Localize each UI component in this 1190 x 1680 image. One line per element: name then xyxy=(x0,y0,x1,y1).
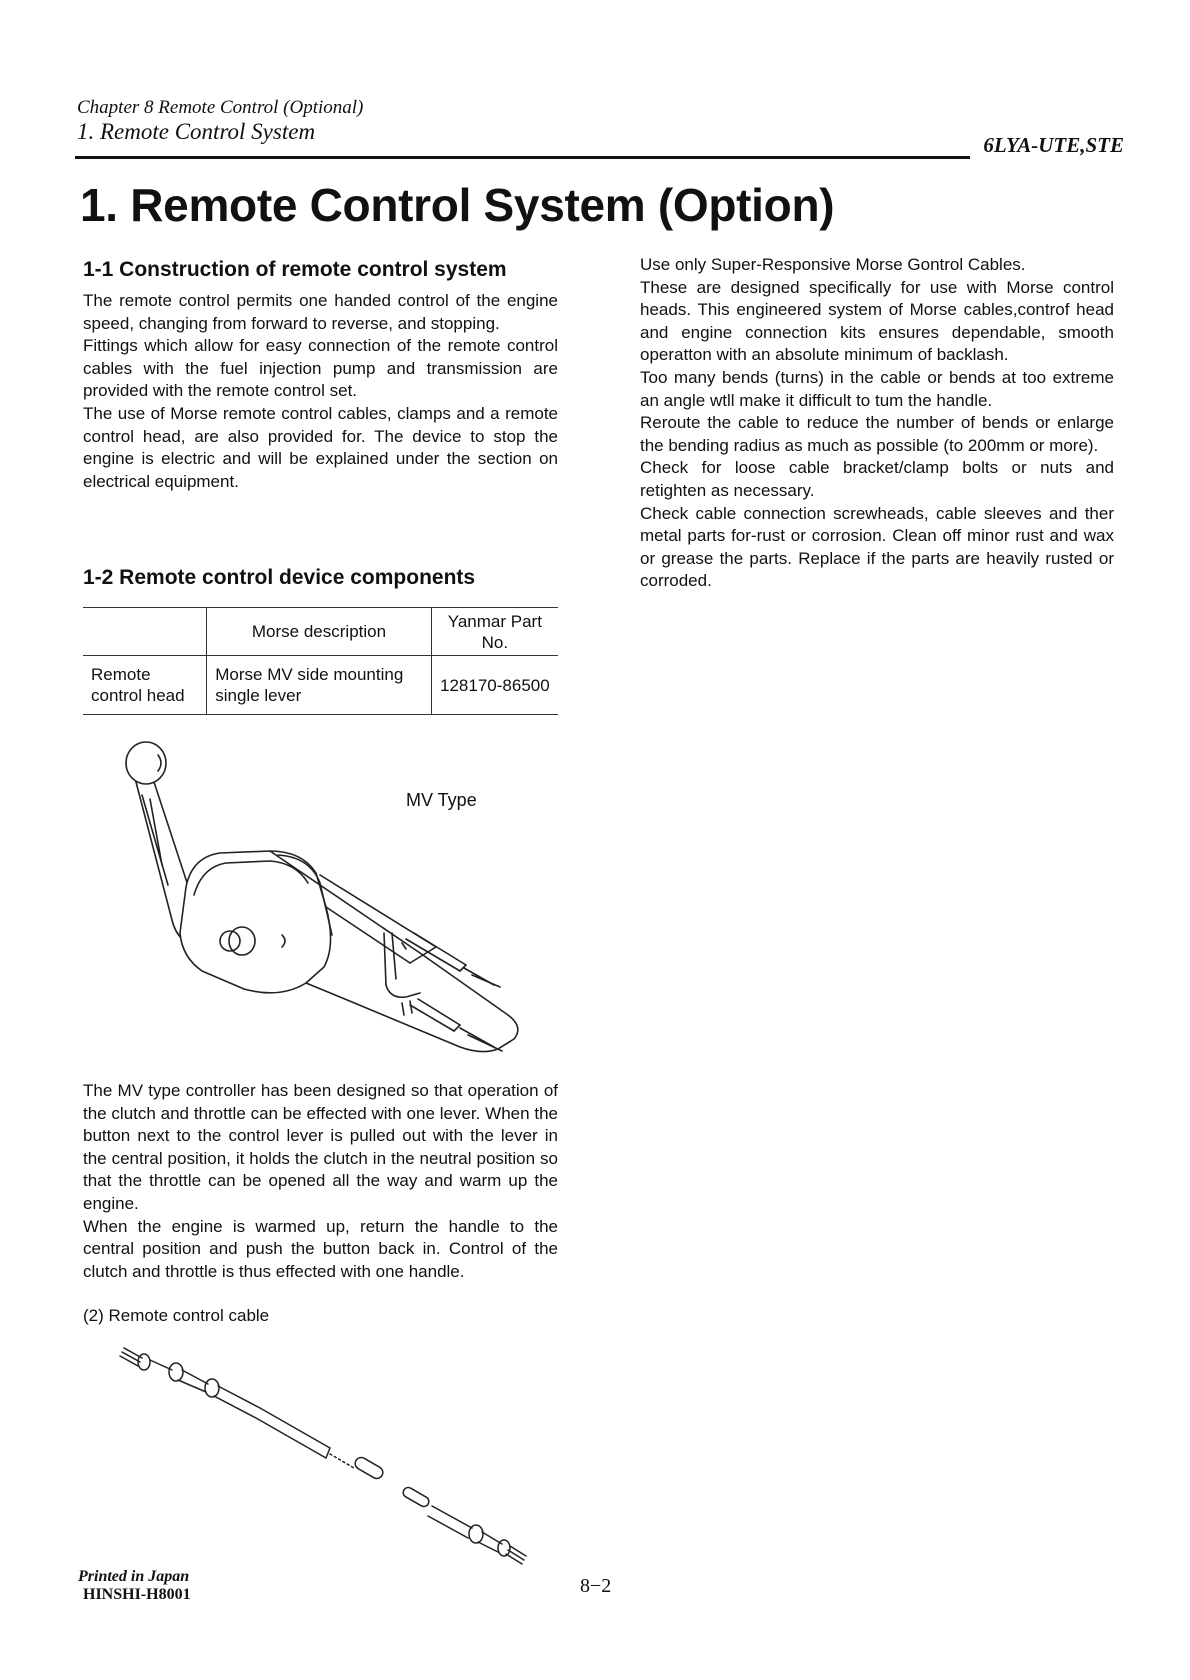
table-header: Morse description xyxy=(207,608,431,656)
components-table xyxy=(83,607,558,715)
paragraph: When the engine is warmed up, return the handle to the central position and push the button back in. Control of the clutch and throttle is thus effected with one handle. xyxy=(83,1216,558,1281)
table-header: Yanmar Part No. xyxy=(431,608,558,656)
table-cell: 128170-86500 xyxy=(431,656,558,715)
paragraph: Reroute the cable to reduce the number of bends or enlarge the bending radius as much as possible (to 200mm or more). xyxy=(640,413,1114,455)
heading-construction: 1-1 Construction of remote control system xyxy=(83,258,507,281)
table-header-row xyxy=(83,608,558,656)
page-number: 8−2 xyxy=(580,1575,612,1597)
header-rule xyxy=(75,156,970,159)
mv-control-head-illustration xyxy=(110,735,540,1070)
paragraph: The remote control permits one handed control of the engine speed, changing from forward to reverse, and stopping. xyxy=(83,291,558,333)
paragraph: Too many bends (turns) in the cable or bends at too extreme an angle wtll make it difficult to tum the handle. xyxy=(640,367,1114,410)
model-code: 6LYA-UTE,STE xyxy=(983,133,1124,157)
table-cell: Morse MV side mounting single lever xyxy=(207,656,431,715)
right-column-text xyxy=(640,254,1114,593)
paragraph: Check cable connection screwheads, cable sleeves and ther metal parts for-rust or corrosion. Clean off minor rust and wax or grease the parts. Replace if the parts are heavily rusted or corroded. xyxy=(640,503,1114,591)
document-code: HINSHI-H8001 xyxy=(83,1586,191,1603)
paragraph: Use only Super-Responsive Morse Gontrol Cables. xyxy=(640,255,1026,274)
paragraph: The use of Morse remote control cables, clamps and a remote control head, are also provided for. The device to stop the engine is electric and will be explained under the section on electrical equipment. xyxy=(83,403,558,491)
heading-components: 1-2 Remote control device components xyxy=(83,566,476,589)
paragraph: These are designed specifically for use with Morse control heads. This engineered system of Morse cables,controf head and engine connection kits ensures dependable, smooth operatton with an absolute minimum of backlash. xyxy=(640,277,1114,365)
section-header: 1. Remote Control System xyxy=(77,119,316,144)
printed-in-japan: Printed in Japan xyxy=(78,1568,190,1585)
paragraph: Check for loose cable bracket/clamp bolts or nuts and retighten as necessary. xyxy=(640,458,1114,500)
construction-text xyxy=(83,290,558,493)
cable-figure-label: (2) Remote control cable xyxy=(83,1306,270,1325)
remote-control-cable-illustration xyxy=(110,1340,530,1570)
table-row xyxy=(83,656,558,715)
mv-description xyxy=(83,1080,558,1283)
page-title: 1. Remote Control System (Option) xyxy=(80,179,835,231)
chapter-header: Chapter 8 Remote Control (Optional) xyxy=(77,97,364,118)
paragraph: Fittings which allow for easy connection of the remote control cables with the fuel injection pump and transmission are provided with the remote control set. xyxy=(83,336,558,401)
figure-label-mv-type: MV Type xyxy=(406,790,477,810)
paragraph: The MV type controller has been designed so that operation of the clutch and throttle can be effected with one lever. When the button next to the control lever is pulled out with the lever in the central position, it holds the clutch in the neutral position so that the throttle can be opened all the way and warm up the engine. xyxy=(83,1081,558,1213)
table-header xyxy=(83,608,207,656)
table-cell: Remote control head xyxy=(83,656,207,715)
